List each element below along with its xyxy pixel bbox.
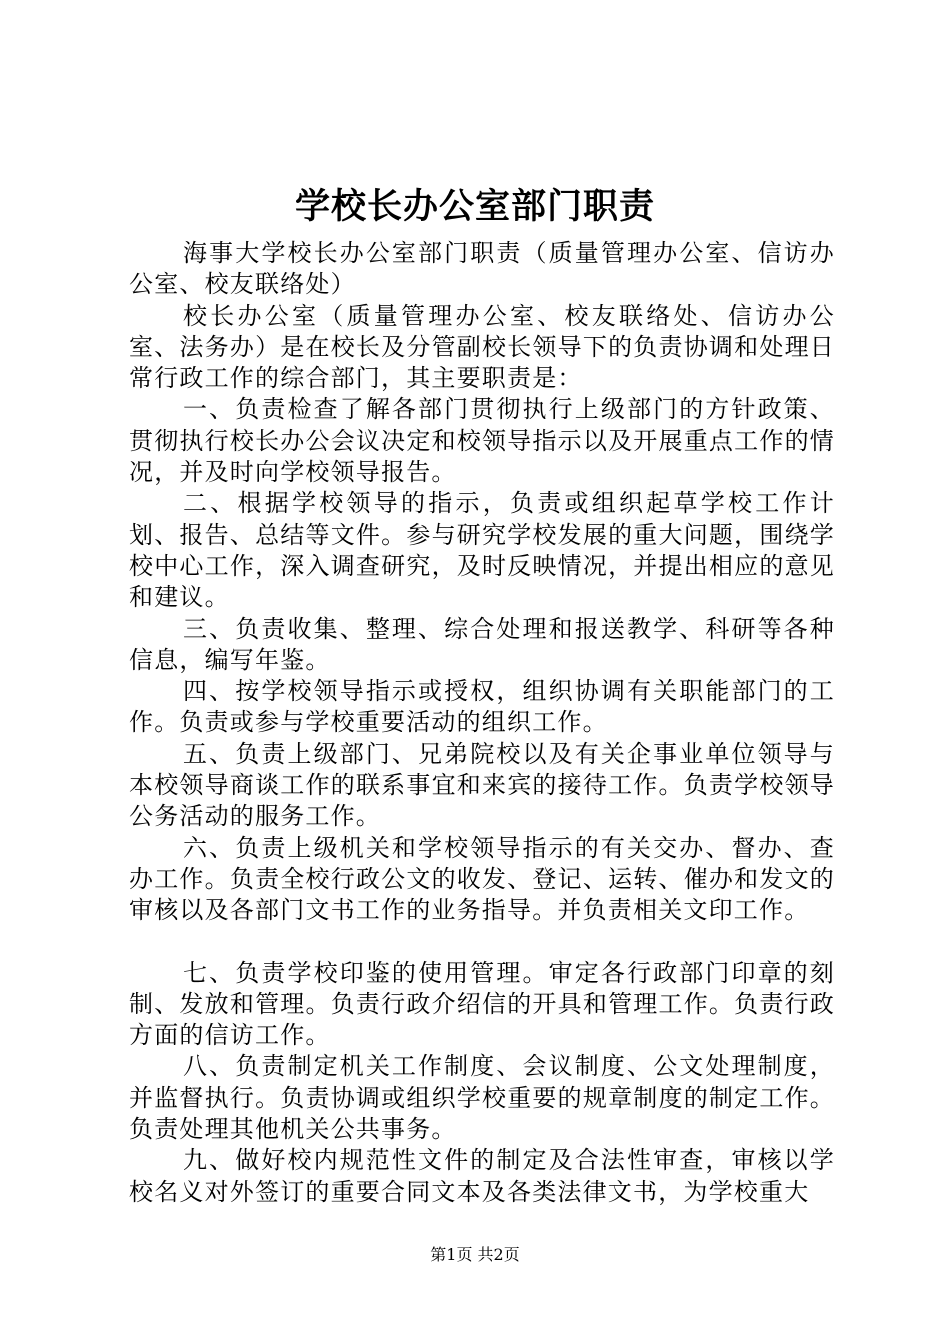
paragraph-item-6: 六、负责上级机关和学校领导指示的有关交办、督办、查办工作。负责全校行政公文的收发、登记、运转、催办和发文的审核以及各部门文书工作的业务指导。并负责相关文印工作。: [129, 833, 835, 925]
paragraph-item-5: 五、负责上级部门、兄弟院校以及有关企事业单位领导与本校领导商谈工作的联系事宜和来宾的接待工作。负责学校领导公务活动的服务工作。: [129, 739, 835, 831]
paragraph-item-9: 九、做好校内规范性文件的制定及合法性审查，审核以学校名义对外签订的重要合同文本及各类法律文书，为学校重大: [129, 1146, 835, 1206]
paragraph-item-4: 四、按学校领导指示或授权，组织协调有关职能部门的工作。负责或参与学校重要活动的组织工作。: [129, 677, 835, 737]
paragraph-item-3: 三、负责收集、整理、综合处理和报送教学、科研等各种信息，编写年鉴。: [129, 614, 835, 674]
document-body: [129, 238, 835, 1208]
document-title: 学校长办公室部门职责: [294, 186, 655, 227]
paragraph-item-7: 七、负责学校印鉴的使用管理。审定各行政部门印章的刻制、发放和管理。负责行政介绍信的开具和管理工作。负责行政方面的信访工作。: [129, 958, 835, 1050]
paragraph-item-1: 一、负责检查了解各部门贯彻执行上级部门的方针政策、贯彻执行校长办公会议决定和校领导指示以及开展重点工作的情况，并及时向学校领导报告。: [129, 395, 835, 487]
page-number-footer: 第1页 共2页: [430, 1245, 520, 1264]
paragraph-item-2: 二、根据学校领导的指示，负责或组织起草学校工作计划、报告、总结等文件。参与研究学校发展的重大问题，围绕学校中心工作，深入调查研究，及时反映情况，并提出相应的意见和建议。: [129, 489, 835, 612]
paragraph-item-8: 八、负责制定机关工作制度、会议制度、公文处理制度，并监督执行。负责协调或组织学校重要的规章制度的制定工作。负责处理其他机关公共事务。: [129, 1052, 835, 1144]
paragraph-intro: 校长办公室（质量管理办公室、校友联络处、信访办公室、法务办）是在校长及分管副校长领导下的负责协调和处理日常行政工作的综合部门，其主要职责是：: [129, 301, 835, 393]
paragraph-heading-line: 海事大学校长办公室部门职责（质量管理办公室、信访办公室、校友联络处）: [129, 239, 835, 299]
